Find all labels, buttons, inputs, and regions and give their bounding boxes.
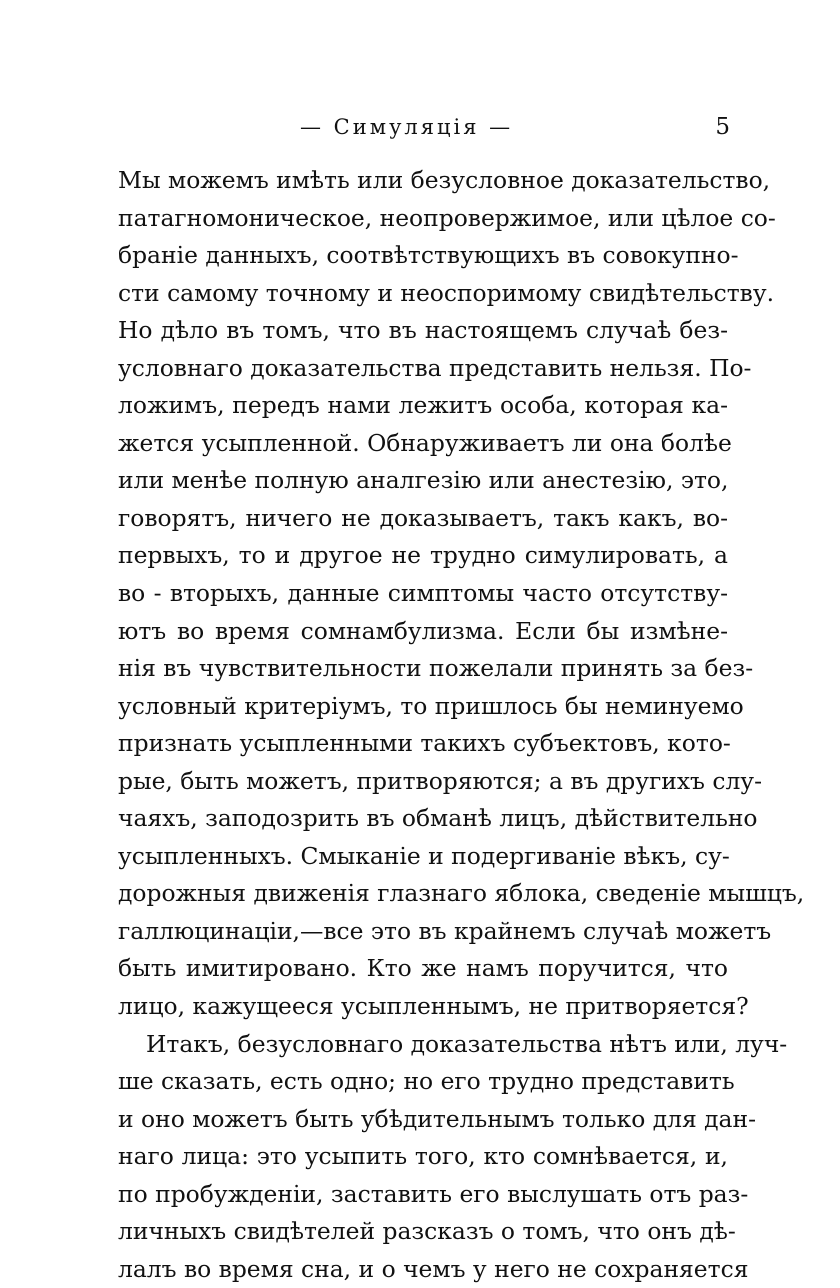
text-line: рые, быть можетъ, притворяются; а въ другихъ слу- [118, 766, 762, 795]
text-line: нія въ чувствительности пожелали принять за без- [118, 654, 754, 683]
text-line: наго лица: это усыпить того, кто сомнѣвается, и, [118, 1142, 728, 1171]
text-line: и оно можетъ быть убѣдительнымъ только для дан- [118, 1104, 757, 1133]
text-line: усыпленныхъ. Смыканіе и подергиваніе вѣкъ, су- [118, 841, 730, 870]
text-line: условнаго доказательства представить нельзя. По- [118, 353, 752, 382]
text-line: лалъ во время сна, и о чемъ у него не сохраняется [118, 1254, 749, 1283]
text-line: говорятъ, ничего не доказываетъ, такъ какъ, во- [118, 503, 728, 532]
text-line: личныхъ свидѣтелей разсказъ о томъ, что онъ дѣ- [118, 1217, 736, 1246]
text-line: жется усыпленной. Обнаруживаетъ ли она болѣе [118, 428, 732, 457]
text-line: или менѣе полную аналгезію или анестезію, это, [118, 466, 729, 495]
text-line: дорожныя движенія глазнаго яблока, сведеніе мышцъ, [118, 879, 805, 908]
text-line: галлюцинаціи,—все это въ крайнемъ случаѣ можетъ [118, 916, 772, 945]
running-title: — Симуляція — [300, 115, 514, 139]
text-line: патагномоническое, неопровержимое, или цѣлое со- [118, 203, 776, 232]
text-line: быть имитировано. Кто же намъ поручится, что [118, 954, 728, 983]
text-line: браніе данныхъ, соотвѣтствующихъ въ совокупно- [118, 241, 739, 270]
text-line: условный критеріумъ, то пришлось бы неминуемо [118, 691, 744, 720]
text-line: сти самому точному и неоспоримому свидѣтельству. [118, 278, 775, 307]
text-line: по пробужденіи, заставить его выслушать отъ раз- [118, 1179, 749, 1208]
paragraph-2 [118, 1026, 788, 1288]
paragraph-1 [118, 162, 805, 1026]
text-line: во - вторыхъ, данные симптомы часто отсутству- [118, 579, 728, 608]
text-line: Мы можемъ имѣть или безусловное доказательство, [118, 166, 771, 194]
text-line: Итакъ, безусловнаго доказательства нѣтъ или, луч- [146, 1029, 788, 1058]
text-line: ютъ во время сомнамбулизма. Если бы измѣне- [118, 616, 728, 645]
text-line: ложимъ, передъ нами лежитъ особа, которая ка- [118, 391, 728, 420]
page-number: 5 [715, 114, 730, 140]
text-line: Но дѣло въ томъ, что въ настоящемъ случаѣ без- [118, 316, 728, 345]
text-line: первыхъ, то и другое не трудно симулировать, а [118, 541, 728, 570]
running-head [120, 112, 740, 142]
text-line: ше сказать, есть одно; но его трудно представить [118, 1067, 735, 1096]
text-line: признать усыпленными такихъ субъектовъ, кото- [118, 729, 731, 758]
text-line: чаяхъ, заподозрить въ обманѣ лицъ, дѣйствительно [118, 804, 758, 833]
body-text [118, 162, 805, 1288]
text-line: лицо, кажущееся усыпленнымъ, не притворяется? [118, 992, 749, 1021]
